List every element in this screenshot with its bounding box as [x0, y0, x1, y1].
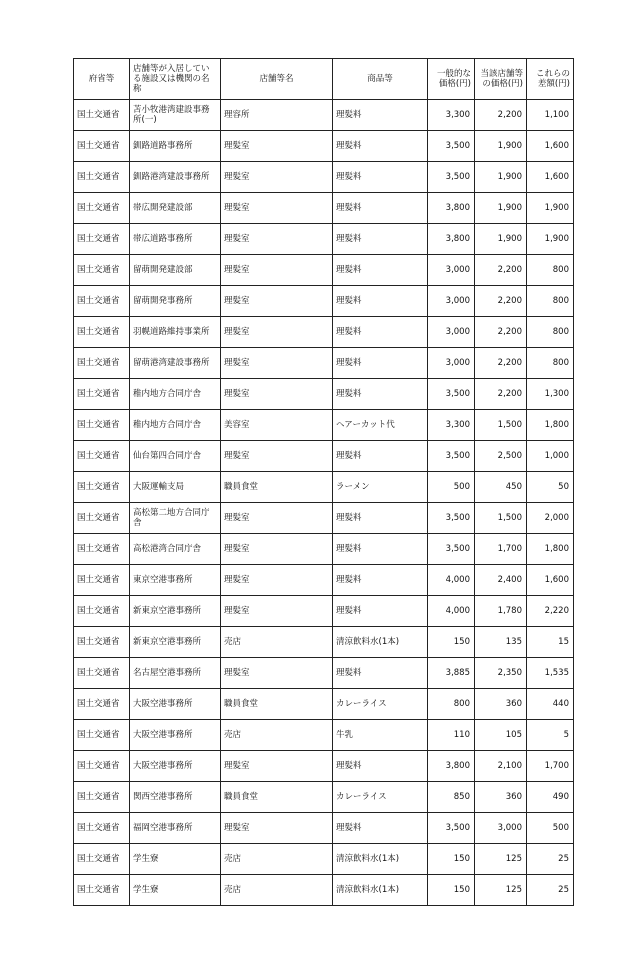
cell-general-price: 3,800 [428, 751, 475, 782]
cell-facility: 釧路道路事務所 [130, 131, 221, 162]
cell-shop-price: 1,900 [475, 162, 527, 193]
cell-store: 理髪室 [221, 441, 333, 472]
cell-general-price: 3,300 [428, 100, 475, 131]
cell-shop-price: 105 [475, 720, 527, 751]
cell-facility: 新東京空港事務所 [130, 596, 221, 627]
cell-item: ヘアーカット代 [333, 410, 428, 441]
cell-general-price: 3,500 [428, 162, 475, 193]
cell-difference: 1,300 [527, 379, 574, 410]
table-row [74, 627, 574, 658]
cell-general-price: 4,000 [428, 596, 475, 627]
table-row [74, 100, 574, 131]
cell-difference: 800 [527, 255, 574, 286]
cell-facility: 羽幌道路維持事業所 [130, 317, 221, 348]
cell-shop-price: 1,500 [475, 410, 527, 441]
cell-shop-price: 125 [475, 875, 527, 906]
cell-store: 理髪室 [221, 193, 333, 224]
cell-facility: 釧路港湾建設事務所 [130, 162, 221, 193]
cell-difference: 25 [527, 875, 574, 906]
cell-difference: 2,000 [527, 503, 574, 534]
cell-difference: 1,900 [527, 193, 574, 224]
header-difference: これらの差額(円) [527, 59, 574, 100]
cell-shop-price: 2,500 [475, 441, 527, 472]
cell-store: 理髪室 [221, 379, 333, 410]
cell-shop-price: 1,900 [475, 193, 527, 224]
cell-general-price: 3,500 [428, 379, 475, 410]
cell-difference: 1,900 [527, 224, 574, 255]
cell-store: 職員食堂 [221, 689, 333, 720]
cell-facility: 帯広道路事務所 [130, 224, 221, 255]
cell-facility: 留萌開発事務所 [130, 286, 221, 317]
cell-facility: 福岡空港事務所 [130, 813, 221, 844]
cell-difference: 500 [527, 813, 574, 844]
cell-general-price: 3,000 [428, 286, 475, 317]
cell-facility: 学生寮 [130, 875, 221, 906]
table-row [74, 193, 574, 224]
cell-facility: 大阪空港事務所 [130, 751, 221, 782]
cell-ministry: 国土交通省 [74, 503, 130, 534]
cell-ministry: 国土交通省 [74, 813, 130, 844]
header-shop-price: 当該店舗等の価格(円) [475, 59, 527, 100]
table-row [74, 596, 574, 627]
table-row [74, 689, 574, 720]
cell-store: 理髪室 [221, 348, 333, 379]
table-row [74, 658, 574, 689]
cell-general-price: 3,000 [428, 255, 475, 286]
cell-difference: 1,100 [527, 100, 574, 131]
cell-store: 売店 [221, 844, 333, 875]
cell-facility: 仙台第四合同庁舎 [130, 441, 221, 472]
table-row [74, 534, 574, 565]
cell-difference: 800 [527, 348, 574, 379]
cell-general-price: 800 [428, 689, 475, 720]
cell-shop-price: 135 [475, 627, 527, 658]
cell-item: 理髪料 [333, 751, 428, 782]
table-body [74, 100, 574, 906]
cell-item: カレーライス [333, 689, 428, 720]
table-row [74, 503, 574, 534]
cell-difference: 25 [527, 844, 574, 875]
table-row [74, 317, 574, 348]
table-row [74, 410, 574, 441]
cell-facility: 名古屋空港事務所 [130, 658, 221, 689]
cell-general-price: 150 [428, 627, 475, 658]
cell-shop-price: 360 [475, 782, 527, 813]
cell-ministry: 国土交通省 [74, 875, 130, 906]
cell-facility: 稚内地方合同庁舎 [130, 379, 221, 410]
cell-shop-price: 2,200 [475, 255, 527, 286]
cell-ministry: 国土交通省 [74, 472, 130, 503]
cell-facility: 留萌開発建設部 [130, 255, 221, 286]
cell-general-price: 4,000 [428, 565, 475, 596]
cell-ministry: 国土交通省 [74, 534, 130, 565]
cell-item: 牛乳 [333, 720, 428, 751]
cell-ministry: 国土交通省 [74, 255, 130, 286]
cell-store: 理髪室 [221, 503, 333, 534]
cell-shop-price: 450 [475, 472, 527, 503]
table-row [74, 472, 574, 503]
cell-store: 職員食堂 [221, 782, 333, 813]
cell-facility: 留萌港湾建設事務所 [130, 348, 221, 379]
cell-facility: 高松港湾合同庁舎 [130, 534, 221, 565]
cell-item: 清涼飲料水(1本) [333, 875, 428, 906]
cell-shop-price: 1,700 [475, 534, 527, 565]
cell-facility: 苫小牧港湾建設事務所(一) [130, 100, 221, 131]
cell-difference: 800 [527, 317, 574, 348]
cell-item: 理髪料 [333, 503, 428, 534]
cell-item: ラーメン [333, 472, 428, 503]
cell-ministry: 国土交通省 [74, 131, 130, 162]
cell-item: 理髪料 [333, 596, 428, 627]
cell-facility: 東京空港事務所 [130, 565, 221, 596]
cell-shop-price: 3,000 [475, 813, 527, 844]
cell-item: 清涼飲料水(1本) [333, 844, 428, 875]
cell-store: 職員食堂 [221, 472, 333, 503]
header-store: 店舗等名 [221, 59, 333, 100]
table-row [74, 348, 574, 379]
cell-general-price: 150 [428, 844, 475, 875]
table-row [74, 131, 574, 162]
cell-difference: 1,600 [527, 131, 574, 162]
cell-difference: 5 [527, 720, 574, 751]
table-row [74, 224, 574, 255]
cell-item: 理髪料 [333, 255, 428, 286]
cell-difference: 1,800 [527, 534, 574, 565]
cell-difference: 490 [527, 782, 574, 813]
table-row [74, 751, 574, 782]
cell-difference: 50 [527, 472, 574, 503]
cell-difference: 1,000 [527, 441, 574, 472]
cell-shop-price: 2,200 [475, 286, 527, 317]
cell-item: 理髪料 [333, 317, 428, 348]
cell-shop-price: 1,780 [475, 596, 527, 627]
cell-item: 理髪料 [333, 131, 428, 162]
cell-item: 理髪料 [333, 100, 428, 131]
cell-shop-price: 2,350 [475, 658, 527, 689]
cell-store: 理髪室 [221, 224, 333, 255]
cell-store: 売店 [221, 720, 333, 751]
cell-item: 理髪料 [333, 379, 428, 410]
table-row [74, 782, 574, 813]
cell-ministry: 国土交通省 [74, 379, 130, 410]
cell-store: 理髪室 [221, 565, 333, 596]
cell-general-price: 110 [428, 720, 475, 751]
cell-store: 理髪室 [221, 162, 333, 193]
cell-general-price: 3,000 [428, 317, 475, 348]
cell-store: 理髪室 [221, 813, 333, 844]
table-row [74, 813, 574, 844]
cell-facility: 新東京空港事務所 [130, 627, 221, 658]
cell-store: 理髪室 [221, 751, 333, 782]
cell-difference: 1,600 [527, 565, 574, 596]
cell-difference: 1,535 [527, 658, 574, 689]
cell-ministry: 国土交通省 [74, 224, 130, 255]
header-facility: 店舗等が入居している施設又は機関の名称 [130, 59, 221, 100]
cell-shop-price: 2,100 [475, 751, 527, 782]
cell-general-price: 150 [428, 875, 475, 906]
cell-shop-price: 360 [475, 689, 527, 720]
table-row [74, 565, 574, 596]
cell-item: カレーライス [333, 782, 428, 813]
cell-item: 清涼飲料水(1本) [333, 627, 428, 658]
cell-general-price: 3,000 [428, 348, 475, 379]
cell-store: 理髪室 [221, 534, 333, 565]
cell-difference: 440 [527, 689, 574, 720]
cell-store: 美容室 [221, 410, 333, 441]
cell-general-price: 3,800 [428, 224, 475, 255]
cell-item: 理髪料 [333, 286, 428, 317]
cell-item: 理髪料 [333, 162, 428, 193]
cell-difference: 2,220 [527, 596, 574, 627]
cell-ministry: 国土交通省 [74, 844, 130, 875]
cell-general-price: 850 [428, 782, 475, 813]
price-table [73, 58, 574, 906]
cell-facility: 大阪空港事務所 [130, 689, 221, 720]
cell-shop-price: 125 [475, 844, 527, 875]
header-general-price: 一般的な価格(円) [428, 59, 475, 100]
cell-general-price: 500 [428, 472, 475, 503]
cell-ministry: 国土交通省 [74, 193, 130, 224]
cell-shop-price: 1,900 [475, 131, 527, 162]
cell-facility: 大阪運輸支局 [130, 472, 221, 503]
cell-facility: 稚内地方合同庁舎 [130, 410, 221, 441]
cell-store: 売店 [221, 627, 333, 658]
cell-difference: 1,600 [527, 162, 574, 193]
cell-general-price: 3,300 [428, 410, 475, 441]
cell-item: 理髪料 [333, 224, 428, 255]
cell-general-price: 3,500 [428, 131, 475, 162]
header-row [74, 59, 574, 100]
cell-shop-price: 2,200 [475, 100, 527, 131]
cell-ministry: 国土交通省 [74, 410, 130, 441]
cell-ministry: 国土交通省 [74, 162, 130, 193]
cell-ministry: 国土交通省 [74, 348, 130, 379]
cell-store: 理髪室 [221, 286, 333, 317]
cell-ministry: 国土交通省 [74, 751, 130, 782]
table-row [74, 379, 574, 410]
cell-item: 理髪料 [333, 348, 428, 379]
cell-ministry: 国土交通省 [74, 100, 130, 131]
cell-store: 理髪室 [221, 131, 333, 162]
cell-store: 理容所 [221, 100, 333, 131]
cell-store: 理髪室 [221, 596, 333, 627]
cell-general-price: 3,500 [428, 534, 475, 565]
cell-ministry: 国土交通省 [74, 441, 130, 472]
cell-difference: 15 [527, 627, 574, 658]
cell-shop-price: 2,200 [475, 317, 527, 348]
table-row [74, 844, 574, 875]
cell-general-price: 3,500 [428, 813, 475, 844]
cell-store: 理髪室 [221, 317, 333, 348]
cell-facility: 学生寮 [130, 844, 221, 875]
cell-store: 売店 [221, 875, 333, 906]
cell-general-price: 3,500 [428, 441, 475, 472]
cell-ministry: 国土交通省 [74, 658, 130, 689]
cell-ministry: 国土交通省 [74, 286, 130, 317]
cell-facility: 帯広開発建設部 [130, 193, 221, 224]
cell-item: 理髪料 [333, 193, 428, 224]
cell-ministry: 国土交通省 [74, 596, 130, 627]
cell-facility: 関西空港事務所 [130, 782, 221, 813]
cell-shop-price: 2,200 [475, 379, 527, 410]
cell-facility: 大阪空港事務所 [130, 720, 221, 751]
header-ministry: 府省等 [74, 59, 130, 100]
table-row [74, 441, 574, 472]
cell-ministry: 国土交通省 [74, 317, 130, 348]
table-row [74, 875, 574, 906]
cell-ministry: 国土交通省 [74, 627, 130, 658]
cell-item: 理髪料 [333, 534, 428, 565]
cell-shop-price: 1,900 [475, 224, 527, 255]
cell-shop-price: 2,200 [475, 348, 527, 379]
cell-ministry: 国土交通省 [74, 565, 130, 596]
cell-difference: 1,800 [527, 410, 574, 441]
cell-difference: 800 [527, 286, 574, 317]
cell-general-price: 3,500 [428, 503, 475, 534]
cell-item: 理髪料 [333, 658, 428, 689]
table-row [74, 162, 574, 193]
cell-store: 理髪室 [221, 658, 333, 689]
cell-store: 理髪室 [221, 255, 333, 286]
cell-facility: 高松第二地方合同庁舎 [130, 503, 221, 534]
table-row [74, 286, 574, 317]
cell-item: 理髪料 [333, 813, 428, 844]
cell-ministry: 国土交通省 [74, 782, 130, 813]
cell-general-price: 3,885 [428, 658, 475, 689]
header-item: 商品等 [333, 59, 428, 100]
cell-difference: 1,700 [527, 751, 574, 782]
cell-general-price: 3,800 [428, 193, 475, 224]
cell-shop-price: 2,400 [475, 565, 527, 596]
cell-item: 理髪料 [333, 565, 428, 596]
cell-ministry: 国土交通省 [74, 720, 130, 751]
cell-ministry: 国土交通省 [74, 689, 130, 720]
table-row [74, 720, 574, 751]
table-row [74, 255, 574, 286]
cell-shop-price: 1,500 [475, 503, 527, 534]
cell-item: 理髪料 [333, 441, 428, 472]
